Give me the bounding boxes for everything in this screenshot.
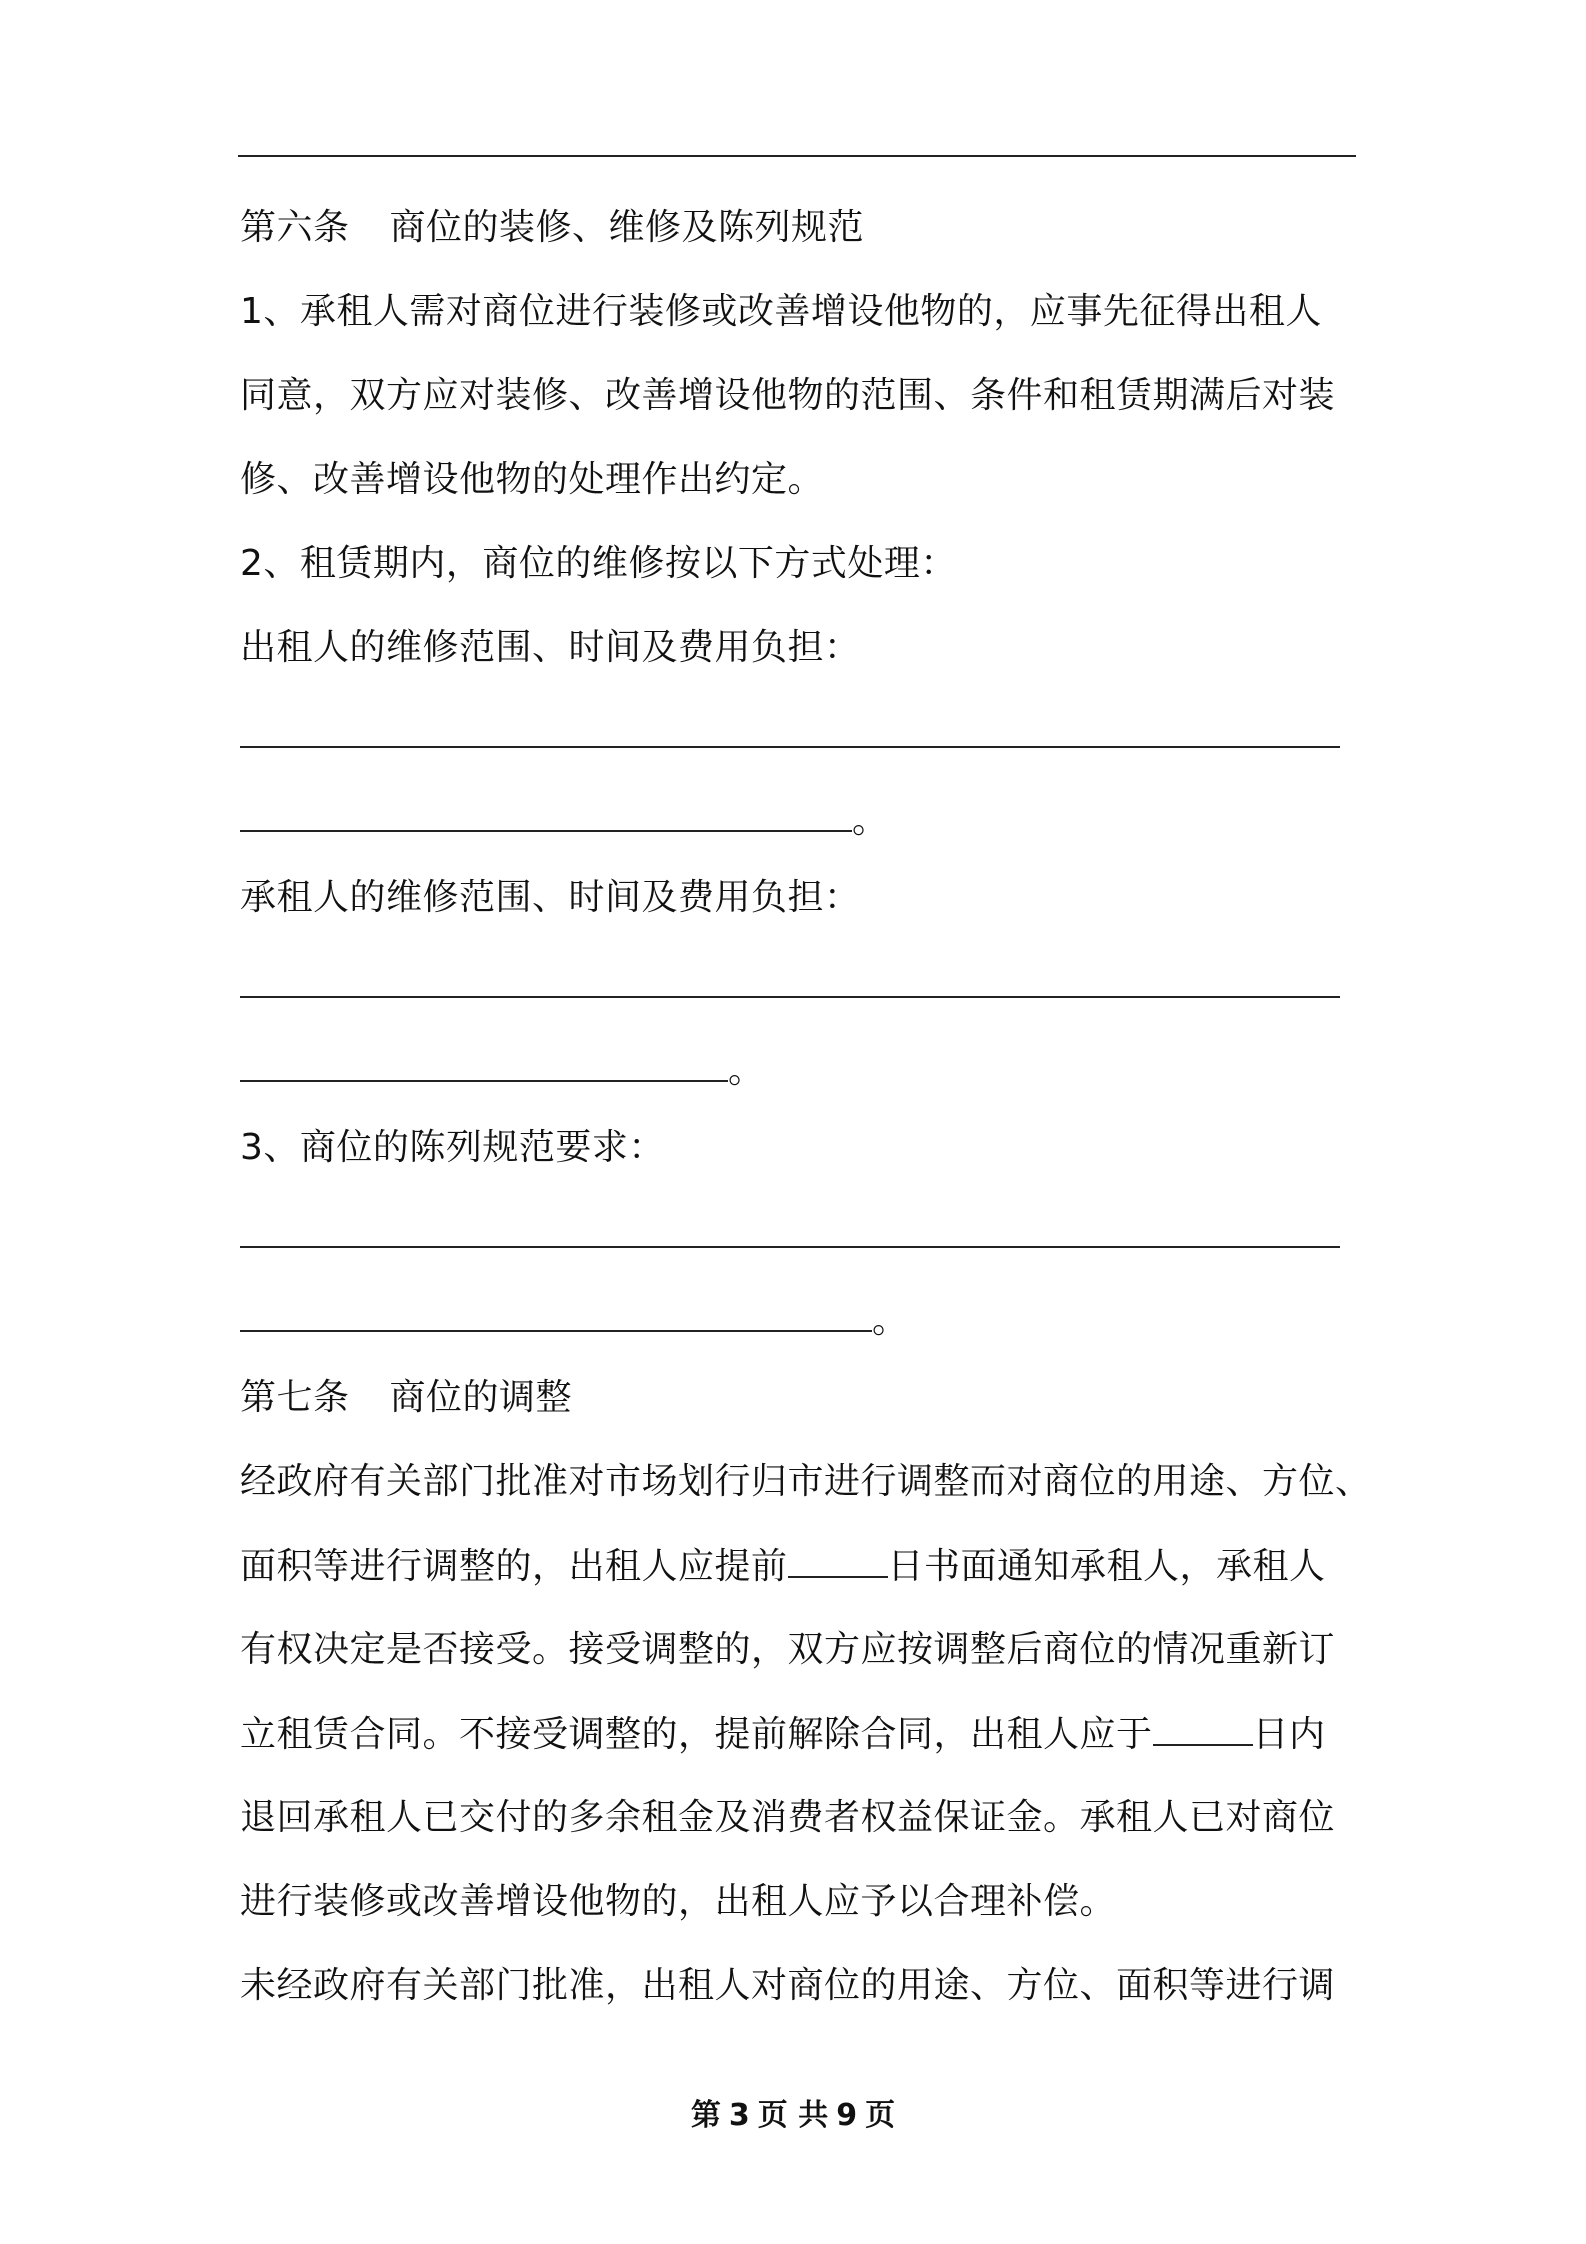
article7-line6: 进行装修或改善增设他物的，出租人应予以合理补偿。 [240, 1881, 1117, 1922]
lessee-end-mark: 。 [728, 1050, 765, 1091]
article7-title: 商位的调整 [389, 1377, 573, 1418]
fill-blank [240, 1046, 728, 1082]
article7-line2 [240, 1542, 1326, 1591]
page-number-footer [0, 2096, 1586, 2136]
footer-page: 3 [728, 2098, 750, 2133]
article7-line3: 有权决定是否接受。接受调整的，双方应按调整后商位的情况重新订 [240, 1629, 1336, 1670]
article7-line2-part1: 面积等进行调整的，出租人应提前 [240, 1546, 788, 1587]
article6-heading [240, 204, 864, 252]
fill-blank [788, 1542, 888, 1578]
fill-blank [240, 962, 1340, 998]
header-rule [238, 155, 1356, 157]
fill-blank [240, 712, 1340, 748]
footer-prefix: 第 [690, 2098, 721, 2133]
lessee-blank-line1 [240, 962, 1340, 1011]
fill-blank [1153, 1710, 1253, 1746]
article7-line4 [240, 1710, 1326, 1759]
article6-title: 商位的装修、维修及陈列规范 [389, 207, 865, 248]
article7-line4-part1: 立租赁合同。不接受调整的，提前解除合同，出租人应于 [240, 1714, 1153, 1755]
article6-p1-line1: 1、承租人需对商位进行装修或改善增设他物的，应事先征得出租人 [240, 291, 1322, 332]
fill-blank [240, 1212, 1340, 1248]
footer-middle: 页 共 [757, 2098, 829, 2133]
display-blank-line1 [240, 1212, 1340, 1261]
article7-number: 第七条 [240, 1377, 350, 1418]
article6-p3-line1: 3、商位的陈列规范要求： [240, 1127, 665, 1168]
article6-p2-line1: 2、租赁期内，商位的维修按以下方式处理： [240, 543, 957, 584]
article6-p1-line3: 修、改善增设他物的处理作出约定。 [240, 459, 825, 500]
article7-line7: 未经政府有关部门批准，出租人对商位的用途、方位、面积等进行调 [240, 1965, 1336, 2006]
article6-p1-line2: 同意，双方应对装修、改善增设他物的范围、条件和租赁期满后对装 [240, 375, 1336, 416]
article7-line5: 退回承租人已交付的多余租金及消费者权益保证金。承租人已对商位 [240, 1797, 1336, 1838]
article6-number: 第六条 [240, 207, 350, 248]
fill-blank [240, 1296, 872, 1332]
article7-heading [240, 1374, 572, 1422]
lessee-blank-line2 [240, 1046, 765, 1095]
lessor-maintenance-label: 出租人的维修范围、时间及费用负担： [240, 627, 861, 668]
lessor-end-mark: 。 [852, 800, 889, 841]
article7-line1: 经政府有关部门批准对市场划行归市进行调整而对商位的用途、方位、 [240, 1461, 1372, 1502]
display-end-mark: 。 [872, 1300, 909, 1341]
display-blank-line2 [240, 1296, 909, 1345]
lessor-blank-line2 [240, 796, 889, 845]
footer-suffix: 页 [865, 2098, 896, 2133]
fill-blank [240, 796, 852, 832]
lessor-blank-line1 [240, 712, 1340, 761]
article7-line4-part2: 日内 [1252, 1714, 1326, 1755]
lessee-maintenance-label: 承租人的维修范围、时间及费用负担： [240, 877, 861, 918]
article7-line2-part2: 日书面通知承租人，承租人 [887, 1546, 1326, 1587]
footer-total: 9 [836, 2098, 858, 2133]
